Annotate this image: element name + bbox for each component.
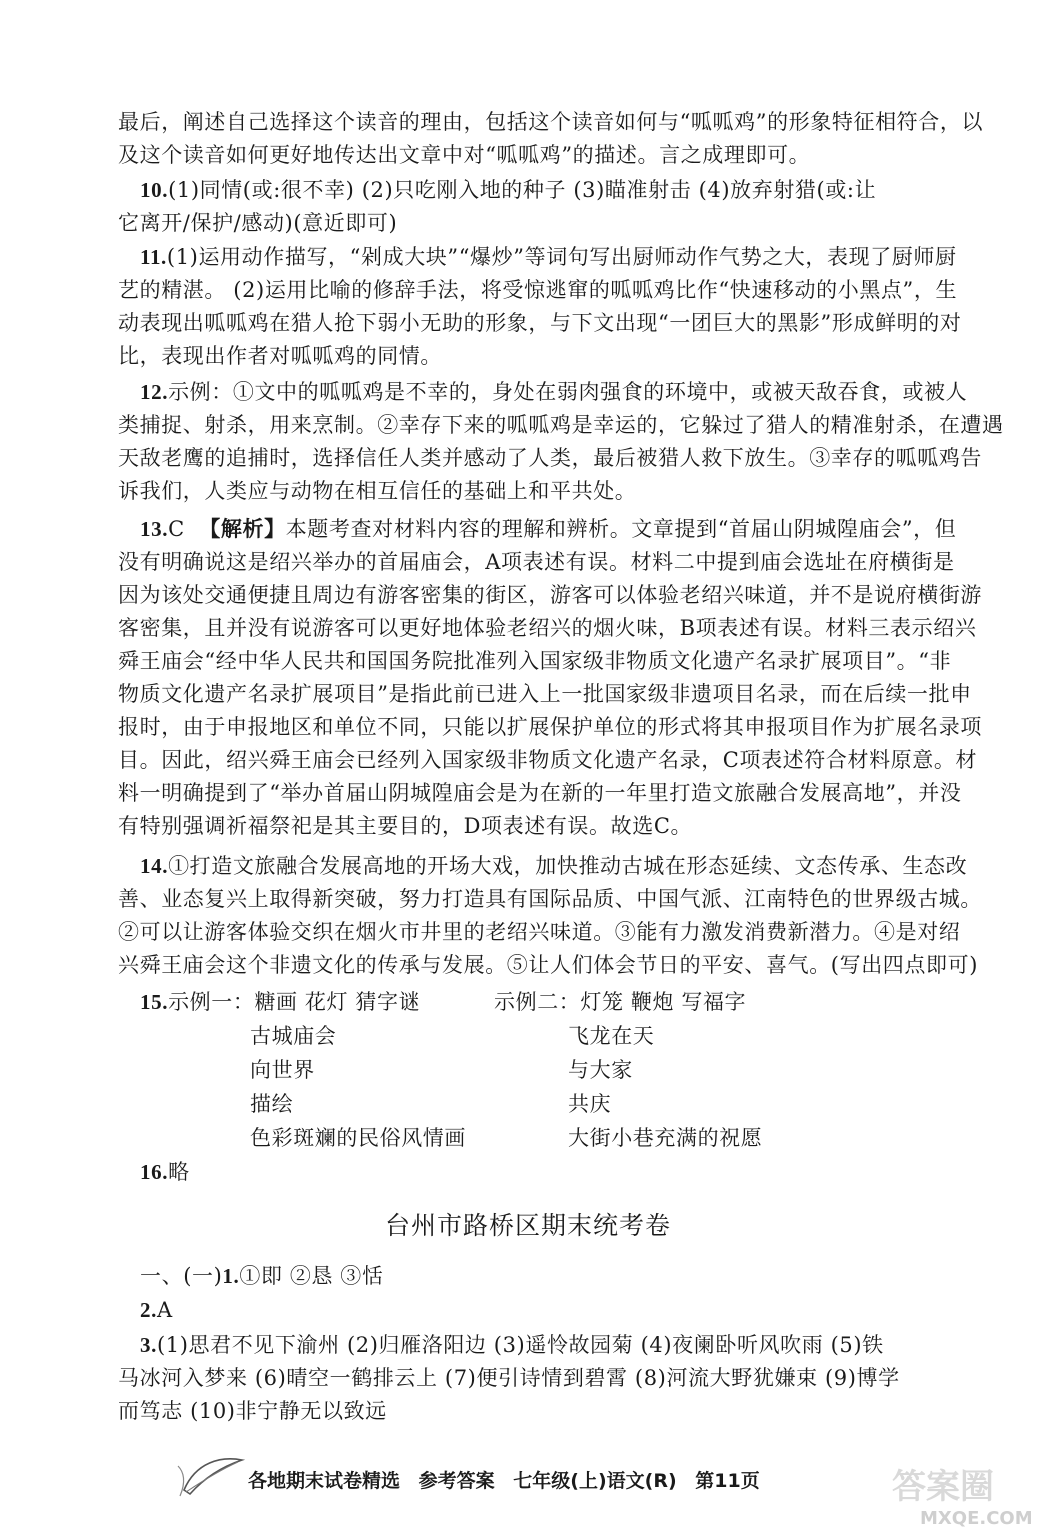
intro-line: 最后，阐述自己选择这个读音的理由，包括这个读音如何与“呱呱鸡”的形象特征相符合，以 <box>118 110 984 134</box>
answer-10 <box>118 174 958 240</box>
example-one: 示例一：糖画 花灯 猜字谜 <box>168 990 421 1014</box>
answer-line: 因为该处交通便捷且周边有游客密集的街区，游客可以体验老绍兴味道，并不是说府横街游 <box>118 583 982 607</box>
answer-line: 物质文化遗产名录扩展项目”是指此前已进入上一批国家级非遗项目名录，而在后续一批申 <box>118 682 972 706</box>
answer-line: 没有明确说这是绍兴举办的首届庙会，A项表述有误。材料二中提到庙会选址在府横街是 <box>118 550 955 574</box>
svg-text:答案圈: 答案圈 <box>892 1467 994 1507</box>
answer-text: ①即 ②恳 ③恬 <box>239 1264 384 1288</box>
footer-grade: 七年级(上)语文(R) <box>513 1470 677 1492</box>
list-item: 描绘 <box>250 1092 294 1116</box>
footer-page-number: 第11页 <box>695 1470 760 1492</box>
section-answer-1 <box>140 1260 384 1293</box>
question-number: 12. <box>140 380 169 404</box>
list-item: 飞龙在天 <box>568 1024 655 1048</box>
answer-line: 客密集，且并没有说游客可以更好地体验老绍兴的烟火味，B项表述有误。材料三表示绍兴 <box>118 616 977 640</box>
part-label: 一、(一) <box>140 1264 223 1288</box>
list-item: 大街小巷充满的祝愿 <box>568 1126 763 1150</box>
intro-line: 及这个读音如何更好地传达出文章中对“呱呱鸡”的描述。言之成理即可。 <box>118 143 811 167</box>
watermark-logo <box>880 1460 1040 1530</box>
answer-line: 天敌老鹰的追捕时，选择信任人类并感动了人类，最后被猎人救下放生。③幸存的呱呱鸡告 <box>118 446 982 470</box>
list-item: 向世界 <box>250 1058 315 1082</box>
answer-line: 诉我们，人类应与动物在相互信任的基础上和平共处。 <box>118 479 637 503</box>
answer-line: ②可以让游客体验交织在烟火市井里的老绍兴味道。③能有力激发消费新潜力。④是对绍 <box>118 920 961 944</box>
answer-text: 略 <box>168 1160 190 1184</box>
footer-section: 参考答案 <box>418 1470 495 1492</box>
intro-paragraph <box>118 106 984 172</box>
answer-line: 本题考查对材料内容的理解和辨析。文章提到“首届山阴城隍庙会”，但 <box>285 517 957 541</box>
question-number: 11. <box>140 245 167 269</box>
answer-line: 示例：①文中的呱呱鸡是不幸的，身处在弱肉强食的环境中，或被天敌吞食，或被人 <box>168 380 968 404</box>
analysis-tag: 【解析】 <box>199 516 286 541</box>
section-answer-2 <box>140 1294 173 1327</box>
answer-14 <box>118 850 982 982</box>
question-number: 10. <box>140 178 169 202</box>
answer-line: ①打造文旅融合发展高地的开场大戏，加快推动古城在形态延续、文态传承、生态改 <box>168 854 968 878</box>
section-answer-3 <box>118 1329 958 1428</box>
answer-line: 它离开/保护/感动)(意近即可) <box>118 211 398 235</box>
answer-choice: C <box>168 517 185 541</box>
answer-11 <box>118 241 962 373</box>
answer-15-head <box>140 986 420 1019</box>
leaf-ornament-icon <box>176 1452 246 1498</box>
answer-line: 善、业态复兴上取得新突破，努力打造具有国际品质、中国气派、江南特色的世界级古城。 <box>118 887 982 911</box>
question-number: 2. <box>140 1298 157 1322</box>
answer-line: 舜王庙会“经中华人民共和国国务院批准列入国家级非物质文化遗产名录扩展项目”。“非 <box>118 649 952 673</box>
answer-line: 类捕捉、射杀，用来烹制。②幸存下来的呱呱鸡是幸运的，它躲过了猎人的精准射杀，在遭遇 <box>118 413 1004 437</box>
answer-line: 兴舜王庙会这个非遗文化的传承与发展。⑤让人们体会节日的平安、喜气。(写出四点即可) <box>118 953 978 977</box>
answer-13 <box>118 512 982 843</box>
answer-16 <box>140 1156 190 1189</box>
list-item: 色彩斑斓的民俗风情画 <box>250 1126 466 1150</box>
answer-line: 艺的精湛。 (2)运用比喻的修辞手法，将受惊逃窜的呱呱鸡比作“快速移动的小黑点”，生 <box>118 278 958 302</box>
svg-text:MXQE.COM: MXQE.COM <box>920 1508 1033 1529</box>
answer-line: 料一明确提到了“举办首届山阴城隍庙会是为在新的一年里打造文旅融合发展高地”，并没 <box>118 781 962 805</box>
answer-line: 而笃志 (10)非宁静无以致远 <box>118 1399 387 1423</box>
answer-12 <box>118 376 1004 508</box>
example-two: 示例二：灯笼 鞭炮 写福字 <box>494 990 747 1014</box>
answer-line: 目。因此，绍兴舜王庙会已经列入国家级非物质文化遗产名录，C项表述符合材料原意。材 <box>118 748 978 772</box>
answer-line: 有特别强调祈福祭祀是其主要目的，D项表述有误。故选C。 <box>118 814 693 838</box>
example-two-lines <box>568 1020 762 1155</box>
list-item: 共庆 <box>568 1092 612 1116</box>
question-number: 1. <box>222 1264 240 1288</box>
footer-book-title: 各地期末试卷精选 <box>248 1470 401 1492</box>
answer-line: (1)运用动作描写，“剁成大块”“爆炒”等词句写出厨师动作气势之大，表现了厨师厨 <box>166 245 957 269</box>
list-item: 与大家 <box>568 1058 633 1082</box>
answer-line: 马冰河入梦来 (6)晴空一鹤排云上 (7)便引诗情到碧霄 (8)河流大野犹嫌束 (9)博学 <box>118 1366 900 1390</box>
question-number: 14. <box>140 854 169 878</box>
question-number: 13. <box>140 517 169 541</box>
answer-line: 报时，由于申报地区和单位不同，只能以扩展保护单位的形式将其申报项目作为扩展名录项 <box>118 715 982 739</box>
answer-line: (1)思君不见下渝州 (2)归雁洛阳边 (3)遥怜故园菊 (4)夜阑卧听风吹雨 (5)铁 <box>156 1333 884 1357</box>
section-title: 台州市路桥区期末统考卷 <box>384 1211 671 1240</box>
question-number: 16. <box>140 1160 169 1184</box>
list-item: 古城庙会 <box>250 1024 337 1048</box>
answer-line: 比，表现出作者对呱呱鸡的同情。 <box>118 344 442 368</box>
question-number: 15. <box>140 990 169 1014</box>
answer-text: A <box>156 1298 173 1322</box>
answer-line: 动表现出呱呱鸡在猎人抢下弱小无助的形象，与下文出现“一团巨大的黑影”形成鲜明的对 <box>118 311 962 335</box>
example-one-lines <box>250 1020 466 1155</box>
question-number: 3. <box>140 1333 157 1357</box>
page-footer <box>248 1466 848 1493</box>
answer-line: (1)同情(或:很不幸) (2)只吃刚入地的种子 (3)瞄准射击 (4)放弃射猎(或:让 <box>168 178 877 202</box>
